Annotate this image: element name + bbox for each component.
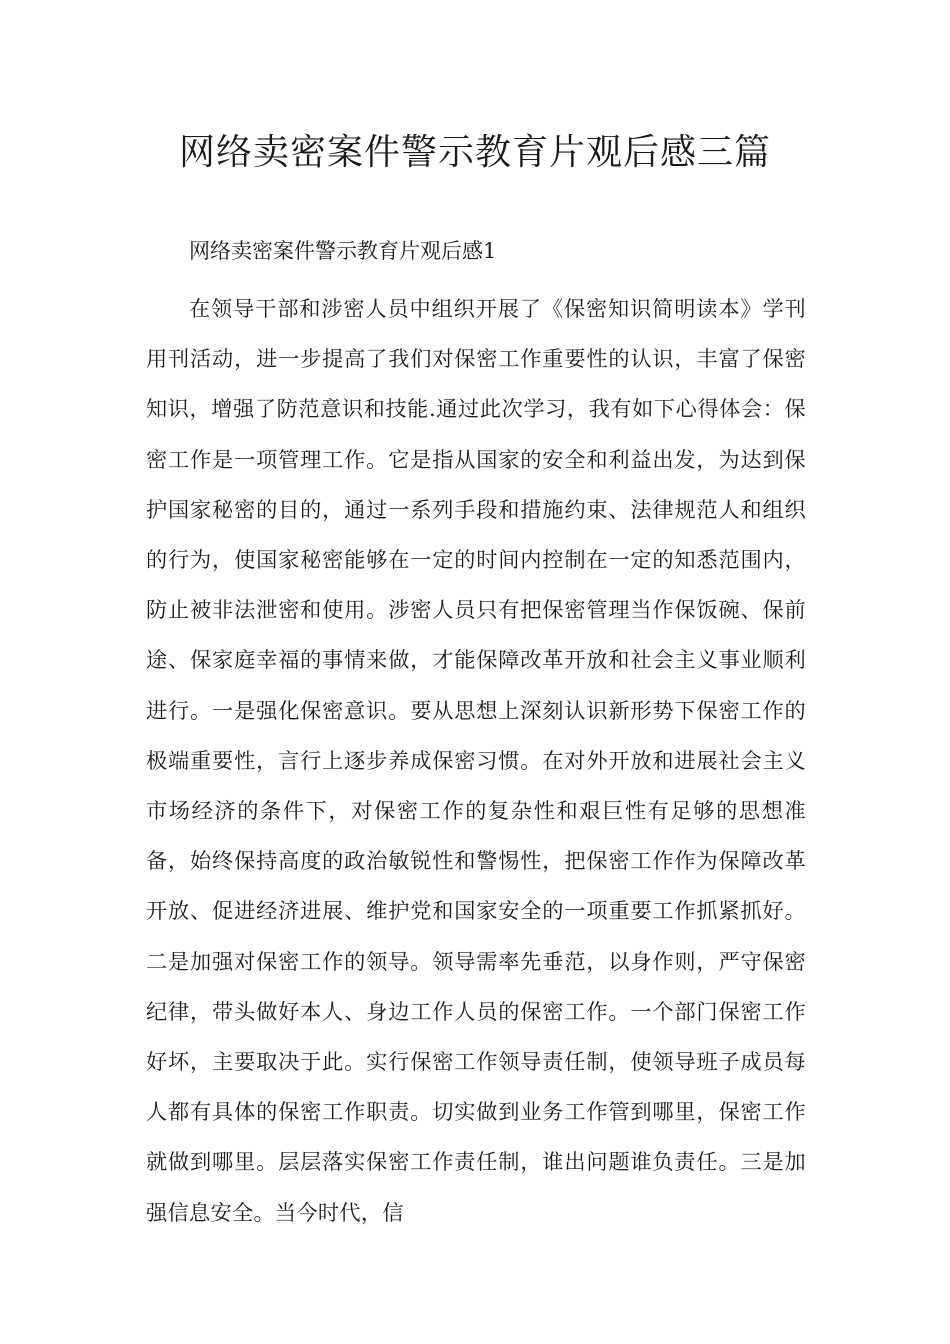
section-heading: 网络卖密案件警示教育片观后感1 — [189, 239, 497, 263]
document-title: 网络卖密案件警示教育片观后感三篇 — [178, 132, 771, 173]
body-paragraph: 在领导干部和涉密人员中组织开展了《保密知识简明读本》学刊用刊活动，进一步提高了我们对保密工作重要性的认识，丰富了保密知识，增强了防范意识和技能.通过此次学习，我有如下心得体会：保密工作是一项管理工作。它是指从国家的安全和利益出发，为达到保护国家秘密的目的，通过一系列手段和措施约束、法律规范人和组织的行为，使国家秘密能够在一定的时间内控制在一定的知悉范围内，防止被非法泄密和使用。涉密人员只有把保密管理当作保饭碗、保前途、保家庭幸福的事情来做，才能保障改革开放和社会主义事业顺利进行。一是强化保密意识。要从思想上深刻认识新形势下保密工作的极端重要性，言行上逐步养成保密习惯。在对外开放和进展社会主义市场经济的条件下，对保密工作的复杂性和艰巨性有足够的思想准备，始终保持高度的政治敏锐性和警惕性，把保密工作作为保障改革开放、促进经济进展、维护党和国家安全的一项重要工作抓紧抓好。二是加强对保密工作的领导。领导需率先垂范，以身作则，严守保密纪律，带头做好本人、身边工作人员的保密工作。一个部门保密工作好坏，主要取决于此。实行保密工作领导责任制，使领导班子成员每人都有具体的保密工作职责。切实做到业务工作管到哪里，保密工作就做到哪里。层层落实保密工作责任制，谁出问题谁负责任。三是加强信息安全。当今时代，信 — [146, 296, 806, 1225]
